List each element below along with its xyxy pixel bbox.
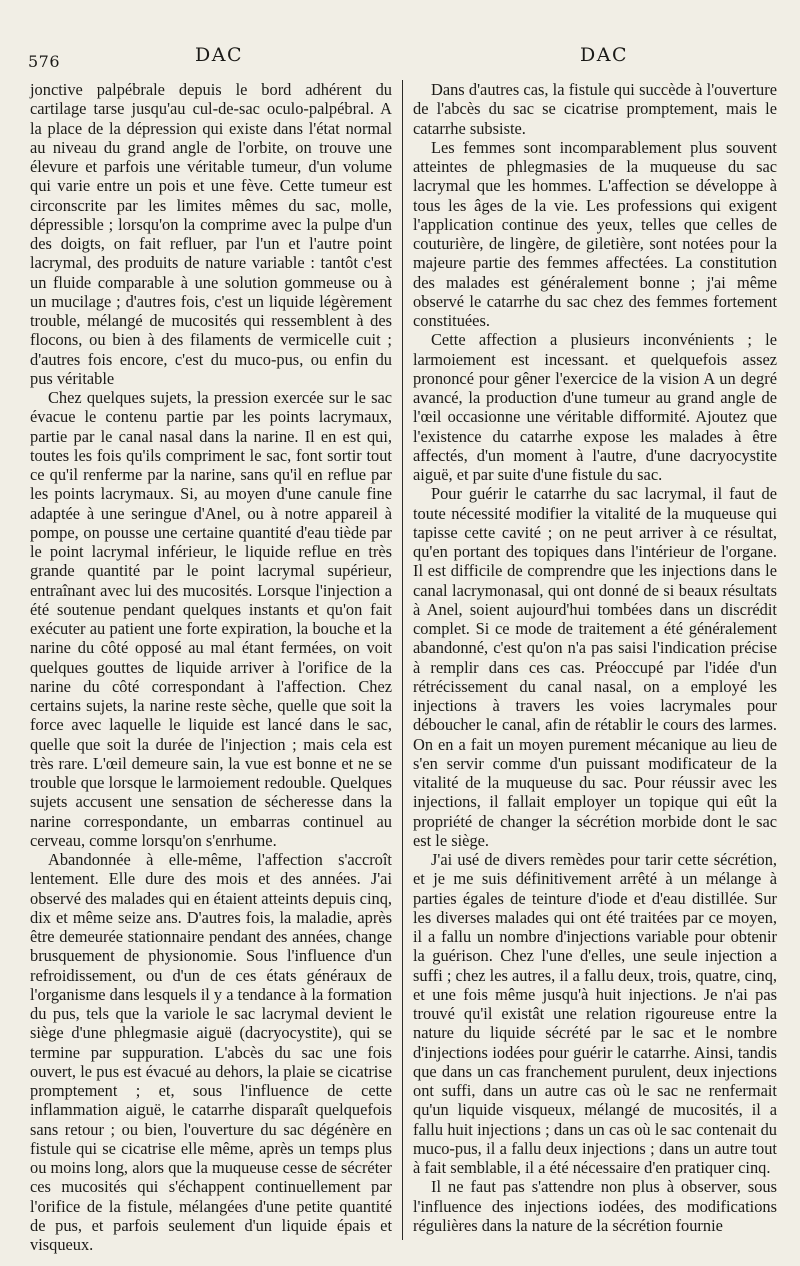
paragraph: Il ne faut pas s'attendre non plus à observer, sous l'influence des injections iodées, des modifications régulières dans la nature de la sécrétion fournie bbox=[413, 1177, 777, 1235]
paragraph: Dans d'autres cas, la fistule qui succède à l'ouverture de l'abcès du sac se cicatrise promptement, mais le catarrhe subsiste. bbox=[413, 80, 777, 138]
paragraph: Pour guérir le catarrhe du sac lacrymal, il faut de toute nécessité modifier la vitalité de la muqueuse qui tapisse cette cavité ; on ne peut arriver à ce résultat, qu'en portant des topiques dans l'intérieur de l'organe. Il est difficile de comprendre que les injections dans le canal lacrymonasal, qui ont donné de si beaux résultats à Anel, soient aujourd'hui tombées dans un discrédit complet. Si ce mode de traitement a été généralement abandonné, c'est qu'on n'a pas saisi l'indication précise à remplir dans ces cas. Préoccupé par l'idée d'un rétrécissement du canal nasal, on a employé les injections à travers les voies lacrymales pour déboucher le canal, afin de rétablir le cours des larmes. On en a fait un moyen purement mécanique au lieu de s'en servir comme d'un puissant modificateur de la vitalité de la muqueuse du sac. Pour réussir avec les injections, il fallait employer un topique qui eût la propriété de changer la sécrétion morbide dont le sac est le siège. bbox=[413, 484, 777, 850]
column-rule bbox=[402, 80, 403, 1240]
right-column bbox=[413, 80, 777, 1250]
running-head-right: DAC bbox=[580, 44, 628, 66]
page-number: 576 bbox=[28, 52, 61, 71]
paragraph: Cette affection a plusieurs inconvénients ; le larmoiement est incessant. et quelquefois assez prononcé pour gêner l'exercice de la vision A un degré avancé, la production d'une tumeur au grand angle de l'œil occasionne une véritable difformité. Ajoutez que l'existence du catarrhe expose les malades à être affectés, d'un moment à l'autre, d'une dacryocystite aiguë, et par suite d'une fistule du sac. bbox=[413, 330, 777, 484]
left-column bbox=[30, 80, 392, 1254]
paragraph: J'ai usé de divers remèdes pour tarir cette sécrétion, et je me suis définitivement arrêté à un mélange à parties égales de teinture d'iode et d'eau distillée. Sur les diverses malades qui ont été traitées par ce moyen, il a fallu un nombre d'injections variable pour obtenir la guérison. Chez l'une d'elles, une seule injection a suffi ; chez les autres, il a fallu deux, trois, quatre, cinq, et une fois même jusqu'à huit injections. Je n'ai pas trouvé qu'il existât une relation rigoureuse entre la nature du liquide sécrété par le sac et le nombre d'injections iodées pour guérir le catarrhe. Ainsi, tandis que dans un cas franchement purulent, deux injections ont suffi, dans un autre cas où le sac ne renfermait qu'un liquide visqueux, mélangé de mucosités, il a fallu huit injections ; dans un cas où le sac contenait du muco-pus, il a fallu deux injections ; dans un autre tout à fait semblable, il a été nécessaire d'en pratiquer cinq. bbox=[413, 850, 777, 1177]
paragraph: Abandonnée à elle-même, l'affection s'accroît lentement. Elle dure des mois et des années. J'ai observé des malades qui en étaient atteints depuis cinq, dix et même seize ans. D'autres fois, la maladie, après être demeurée stationnaire pendant des années, change brusquement de physionomie. Sous l'influence d'un refroidissement, ou d'un de ces états généraux de l'organisme dans lesquels il y a tendance à la formation du pus, tels que la variole le sac lacrymal devient le siège d'une phlegmasie aiguë (dacryocystite), qui se termine par suppuration. L'abcès du sac une fois ouvert, le pus est évacué au dehors, la plaie se cicatrise promptement ; et, sous l'influence de cette inflammation aiguë, le catarrhe disparaît quelquefois sans retour ; ou bien, l'ouverture du sac dégénère en fistule qui se cicatrise elle même, après un temps plus ou moins long, alors que la muqueuse cesse de sécréter ces mucosités qui s'échappent continuellement par l'orifice de la fistule, mélangées d'une petite quantité de pus, et parfois seulement d'un liquide épais et visqueux. bbox=[30, 850, 392, 1254]
paragraph: Les femmes sont incomparablement plus souvent atteintes de phlegmasies de la muqueuse du sac lacrymal que les hommes. L'affection se développe à tous les âges de la vie. Les professions qui exigent l'application continue des yeux, telles que celles de couturière, de lingère, de giletière, sont notées pour la majeure partie des femmes affectées. La constitution des malades est généralement bonne ; j'ai même observé le catarrhe du sac chez des femmes fortement constituées. bbox=[413, 137, 777, 330]
paragraph: Chez quelques sujets, la pression exercée sur le sac évacue le contenu partie par les points lacrymaux, partie par le canal nasal dans la narine. Il en est qui, toutes les fois qu'ils compriment le sac, font sortir tout ce qu'il renferme par la narine, sans qu'il en reflue par les points lacrymaux. Si, au moyen d'une canule fine adaptée à une seringue d'Anel, ou à notre appareil à pompe, on pousse une certaine quantité d'eau tiède par le point lacrymal inférieur, le liquide reflue en très grande quantité par le point lacrymal supérieur, entraînant avec lui des mucosités. Lorsque l'injection a été soutenue pendant quelques instants et qu'on fait exécuter au patient une forte expiration, la bouche et la narine du côté opposé au mal étant fermées, on voit quelques gouttes de liquide arriver à l'orifice de la narine du côté correspondant à l'affection. Chez certains sujets, la narine reste sèche, quelle que soit la force avec laquelle le liquide est lancé dans le sac, quelle que soit la durée de l'injection ; mais cela est très rare. L'œil demeure sain, la vue est bonne et ne se trouble que lorsque le larmoiement redouble. Quelques sujets accusent une sensation de sécheresse dans la narine correspondante, un embarras continuel au cerveau, comme lorsqu'on s'enrhume. bbox=[30, 388, 392, 850]
running-head-left: DAC bbox=[195, 44, 243, 66]
paragraph: jonctive palpébrale depuis le bord adhérent du cartilage tarse jusqu'au cul-de-sac oculo-palpébral. A la place de la dépression qui existe dans l'état normal au niveau du grand angle de l'orbite, on trouve une élevure et parfois une véritable tumeur, d'un volume qui varie entre un pois et une fève. Cette tumeur est circonscrite par les limites mêmes du sac, molle, dépressible ; lorsqu'on la comprime avec la pulpe d'un des doigts, on fait refluer, par l'un et l'autre point lacrymal, des produits de nature variable : tantôt c'est un fluide comparable à une solution gommeuse ou à un mucilage ; d'autres fois, c'est un liquide légèrement trouble, mélangé de mucosités qui ressemblent à des flocons, ou bien à des filaments de vermicelle cuit ; d'autres fois encore, c'est du muco-pus, ou enfin du pus véritable bbox=[30, 80, 392, 388]
